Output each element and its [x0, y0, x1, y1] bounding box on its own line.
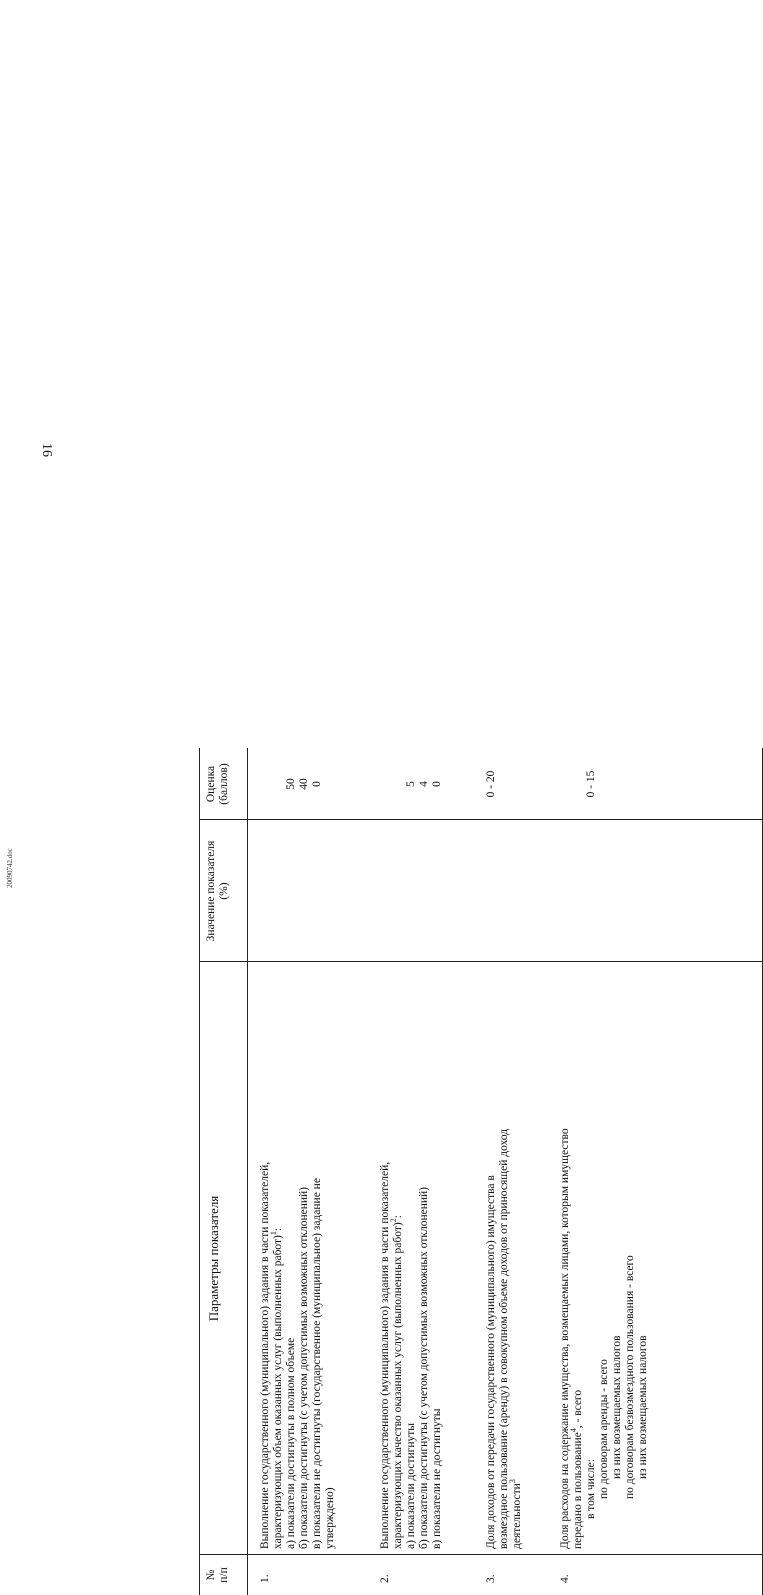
row-2-item-c: в) показатели не достигнуты — [431, 1408, 443, 1549]
row-2-scores — [405, 748, 444, 820]
row-1-param — [259, 964, 337, 1549]
row-2-line-1: Выполнение государственного (муниципального) задания в части показателей, — [379, 1161, 391, 1549]
header-bottom-border — [247, 748, 248, 1595]
row-1-score-b: 40 — [298, 778, 310, 790]
row-1-line-2-tail: : — [272, 1227, 284, 1232]
col-sep-param — [199, 961, 762, 962]
header-num-line2: п/п — [218, 1567, 230, 1583]
row-3-line-3-text: деятельности — [511, 1483, 523, 1549]
row-1-line-2-text: характеризующих объем оказанных услуг (выполненных работ) — [272, 1235, 284, 1549]
row-2-num: 2. — [379, 1574, 391, 1583]
header-num-line1: № — [205, 1569, 217, 1581]
row-2-item-a: а) показатели достигнуты — [405, 1422, 417, 1549]
header-score-line1: Оценка — [205, 765, 217, 803]
row-2-footnote: 2 — [389, 1218, 399, 1223]
row-4-score-range: 0 - 15 — [585, 770, 597, 798]
row-1-item-a: а) показатели достигнуты в полном объеме — [285, 1337, 297, 1549]
row-4-line-2 — [569, 964, 585, 1549]
row-2-score-b: 4 — [418, 781, 430, 787]
row-1-item-c-cont: утверждено) — [324, 1487, 336, 1549]
row-2-param — [379, 964, 444, 1549]
row-1-item-b: б) показатели достигнуты (с учетом допустимых возможных отклонений) — [298, 1187, 310, 1549]
row-2-score-c: 0 — [431, 781, 443, 787]
row-1-score-c: 0 — [311, 781, 323, 787]
row-4-line-1: Доля расходов на содержание имущества, возмещаемых лицами, которым имущество — [559, 1128, 571, 1549]
row-3-footnote: 3 — [508, 1479, 518, 1484]
header-value-line1: Значение показателя — [205, 840, 217, 942]
row-2-score-a: 5 — [405, 781, 417, 787]
row-3-line-2: возмездное пользование (аренду) в совокупном объеме доходов от приносящей доход — [498, 1128, 510, 1549]
row-1-item-c: в) показатели не достигнуты (государственное (муниципальное) задание не — [311, 1178, 323, 1549]
row-1-line-2 — [269, 964, 285, 1549]
row-2-line-2-tail: : — [392, 1215, 404, 1219]
row-3-param — [485, 964, 524, 1549]
row-2-item-b: б) показатели достигнуты (с учетом допустимых возможных отклонений) — [418, 1187, 430, 1549]
row-1-num: 1. — [259, 1574, 271, 1583]
footer-filename: 20090742.doc — [6, 848, 14, 888]
row-4-line-2-tail: , - всего — [572, 1389, 584, 1429]
row-3-line-1: Доля доходов от передачи государственного (муниципального) имущества в — [485, 1175, 497, 1549]
row-3-score-range: 0 - 20 — [485, 770, 497, 798]
header-num — [205, 1555, 231, 1595]
page-number: 16 — [39, 443, 54, 457]
row-3-line-3 — [508, 964, 524, 1549]
row-1-score-a: 50 — [285, 778, 297, 790]
row-4-sub-free-use: по договорам безвозмездного пользования - всего — [624, 1255, 636, 1499]
header-value-line2: (%) — [218, 882, 230, 900]
row-4-sub-lease: по договорам аренды - всего — [598, 1359, 610, 1499]
col-sep-value — [199, 819, 762, 820]
row-1-scores — [285, 748, 324, 820]
header-score-line2: (баллов) — [218, 763, 230, 805]
row-2-line-2-text: характеризующих качество оказанных услуг (выполненных работ) — [392, 1222, 404, 1549]
header-value — [205, 820, 231, 962]
header-param: Параметры показателя — [206, 1195, 221, 1322]
row-1-line-1: Выполнение государственного (муниципального) задания в части показателей, — [259, 1161, 271, 1549]
row-4-footnote: 4 — [569, 1428, 579, 1433]
row-4-sub-lease-taxes: из них возмещаемых налогов — [611, 1335, 623, 1479]
row-2-line-2 — [389, 964, 405, 1549]
row-4-sub-including: в том числе: — [585, 1459, 597, 1519]
row-4-param — [559, 964, 650, 1549]
row-4-line-2-text: передано в пользование — [572, 1432, 584, 1549]
row-4-sub-free-use-taxes: из них возмещаемых налогов — [637, 1335, 649, 1479]
table-top-border — [199, 748, 200, 1595]
row-3-num: 3. — [485, 1574, 497, 1583]
row-4-num: 4. — [559, 1574, 571, 1583]
col-sep-num — [199, 1554, 762, 1555]
rotated-table — [199, 748, 762, 1595]
header-score — [205, 748, 231, 820]
row-1-footnote: 1 — [269, 1231, 279, 1236]
